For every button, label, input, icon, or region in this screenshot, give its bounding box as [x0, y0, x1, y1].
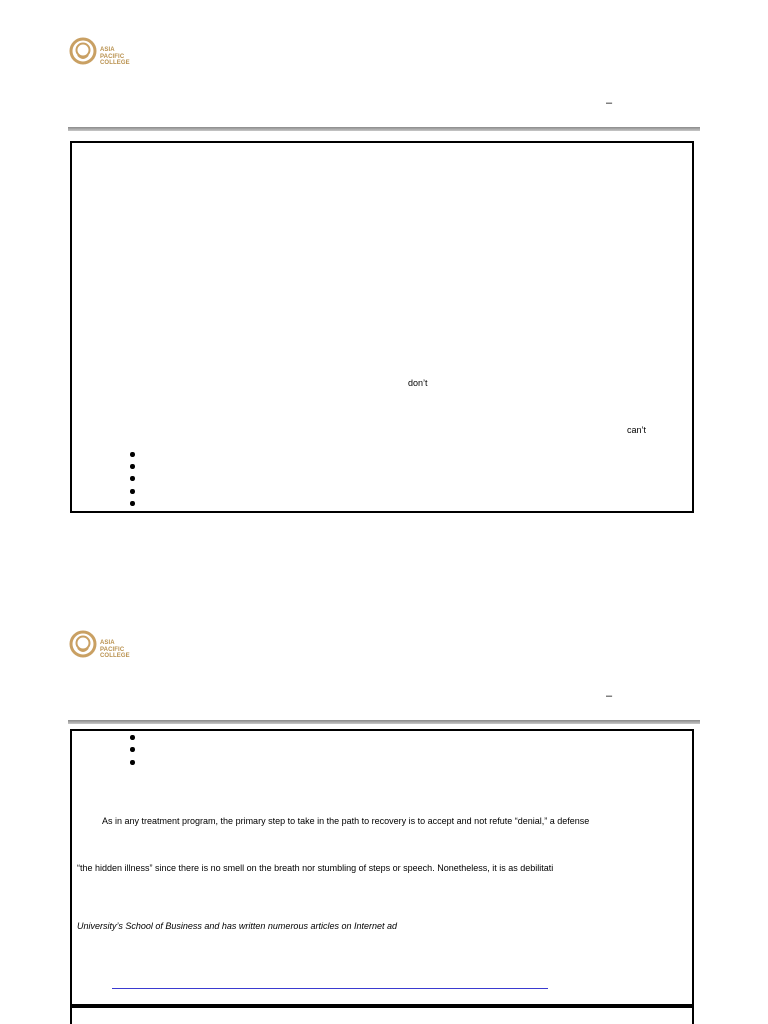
logo-line-asia: ASIA [100, 47, 115, 53]
bullet-point [130, 760, 135, 765]
paragraph-treatment: As in any treatment program, the primary step to take in the path to recovery is to accept and not refute “denial,” a defense [102, 816, 590, 826]
bullet-point [130, 452, 135, 457]
paragraph-hidden-illness: “the hidden illness” since there is no smell on the breath nor stumbling of steps or speech. Nonetheless, it is as debilitati [77, 863, 554, 873]
college-logo [69, 35, 133, 75]
hyperlink-underline[interactable] [112, 988, 548, 989]
logo-line-asia: ASIA [100, 640, 115, 646]
bullet-point [130, 501, 135, 506]
logo-line-college: COLLEGE [100, 653, 130, 659]
logo-emblem-icon [69, 35, 99, 69]
paragraph-author-bio: University’s School of Business and has written numerous articles on Internet ad [77, 921, 397, 931]
bullet-point [130, 735, 135, 740]
bullet-point [130, 476, 135, 481]
header-dash: – [606, 97, 613, 109]
college-logo [69, 628, 133, 668]
bullet-point [130, 747, 135, 752]
logo-line-college: COLLEGE [100, 60, 130, 66]
logo-emblem-icon [69, 628, 99, 662]
logo-line-pacific: PACIFIC [100, 646, 125, 653]
logo-text [100, 47, 130, 67]
word-cant: can’t [627, 425, 647, 435]
content-box [70, 141, 694, 513]
header-dash: – [606, 690, 613, 702]
header-rule [68, 127, 700, 131]
bullet-point [130, 489, 135, 494]
next-content-box [70, 1004, 694, 1024]
bullet-point [130, 464, 135, 469]
header-rule [68, 720, 700, 724]
logo-text [100, 640, 130, 660]
logo-line-pacific: PACIFIC [100, 53, 125, 60]
word-dont: don’t [408, 378, 428, 388]
